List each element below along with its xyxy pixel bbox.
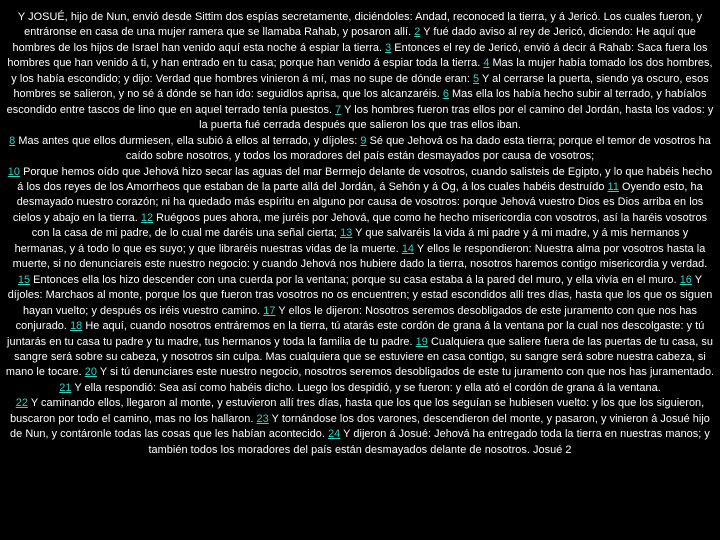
verse-number-link[interactable]: 20 bbox=[84, 366, 97, 379]
verse-text: Y díjoles: Marchaos al monte, porque los que fueron tras vosotros no os encuentren; y estad escondidos allí tres días, hasta que los que os siguen hayan vuelto; y después os iréis vuestro camino. bbox=[7, 273, 713, 317]
verse-text: Y tornándose los dos varones, descendieron del monte, y pasaron, y vinieron á Josué hijo de Nun, y contáronle todas las cosas que les habían acontecido. bbox=[10, 412, 710, 441]
verse-20 bbox=[85, 366, 714, 378]
verse-text: Y los hombres fueron tras ellos por el camino del Jordán, hasta los vados: y la puerta fué cerrada después que salieron los que tras ellos iban. bbox=[199, 103, 714, 132]
verse-8 bbox=[9, 135, 360, 147]
verse-text: Ruégoos pues ahora, me juréis por Jehová, que como he hecho misericordia con vosotros, así la haréis vosotros con la casa de mi padre, de lo cual me daréis una señal cierta; bbox=[31, 211, 708, 240]
verse-number-link[interactable]: 18 bbox=[70, 320, 83, 333]
verse-number-link[interactable]: 11 bbox=[607, 180, 619, 193]
verse-text: He aquí, cuando nosotros entráremos en la tierra, tú atarás este cordón de grana á la ventana por la cual nos descolgaste: y tú juntarás en tu casa tu padre y tu madre, tus hermanos y toda la familia de tu padre. bbox=[7, 320, 705, 348]
verse-number-link[interactable]: 7 bbox=[335, 103, 342, 116]
verse-text: Cualquiera que saliere fuera de las puertas de tu casa, su sangre será sobre su cabeza, y nosotros sin culpa. Mas cualquiera que se estuviere en casa contigo, su sangre será sobre nuestra cabeza, si mano le tocare. bbox=[5, 335, 713, 379]
verse-text: Y ellos le respondieron: Nuestra alma por vosotros hasta la muerte, si no denunciareis este nuestro negocio: y cuando Jehová nos hubiere dado la tierra, nosotros haremos contigo misericordia y verdad. bbox=[12, 242, 708, 271]
verse-number-link[interactable]: 5 bbox=[472, 72, 480, 85]
verse-number-link[interactable]: 13 bbox=[340, 227, 353, 240]
verse-text: Oyendo esto, ha desmayado nuestro corazón; ni ha quedado más espíritu en alguno por causa de vosotros: porque Jehová vuestro Dios es Dios arriba en los cielos y abajo en la tierra. bbox=[12, 180, 704, 224]
verse-number-link[interactable]: 6 bbox=[442, 88, 449, 101]
scripture-passage bbox=[5, 10, 715, 458]
verse-text: Y ellos le dijeron: Nosotros seremos desobligados de este juramento con que nos has conjurado. bbox=[15, 304, 698, 333]
verse-number-link[interactable]: 22 bbox=[15, 397, 28, 410]
verse-text: Entonces ella los hizo descender con una cuerda por la ventana; porque su casa estaba á la pared del muro, y ella vivía en el muro. bbox=[30, 273, 680, 286]
verse-15 bbox=[18, 274, 680, 286]
verse-number-link[interactable]: 15 bbox=[17, 273, 31, 286]
verse-number-link[interactable]: 9 bbox=[360, 134, 367, 147]
verse-text: Y que salvaréis la vida á mi padre y á mi madre, y á mis hermanos y hermanas, y á todo lo que es suyo; y que libraréis nuestras vidas de la muerte. bbox=[14, 227, 689, 255]
verse-number-link[interactable]: 8 bbox=[9, 134, 16, 147]
verse-number-link[interactable]: 19 bbox=[415, 335, 428, 348]
verse-number-link[interactable]: 17 bbox=[263, 304, 276, 317]
verse-number-link[interactable]: 2 bbox=[414, 26, 421, 39]
verse-number-link[interactable]: 23 bbox=[256, 412, 269, 425]
verse-text: Y ella respondió: Sea así como habéis dicho. Luego los despidió, y se fueron: y ella ató el cordón de grana á la ventana. bbox=[71, 381, 661, 394]
verse-number-link[interactable]: 10 bbox=[7, 165, 21, 178]
chapter-reference: Josué 2 bbox=[533, 443, 572, 456]
verse-number-link[interactable]: 12 bbox=[140, 211, 154, 224]
verse-text: Y dijeron á Josué: Jehová ha entregado toda la tierra en nuestras manos; y también todos los moradores del país están desmayados delante de nosotros. bbox=[148, 428, 710, 456]
verse-number-link[interactable]: 24 bbox=[328, 428, 341, 441]
verse-number-link[interactable]: 3 bbox=[385, 41, 392, 54]
verse-text: Y si tú denunciares este nuestro negocio, nosotros seremos desobligados de este tu juramento con que nos has juramentado. bbox=[96, 366, 715, 379]
verse-text: Y caminando ellos, llegaron al monte, y estuvieron allí tres días, hasta que los que los seguían se hubiesen vuelto: y los que los siguieron, buscaron por todo el camino, mas no los hallaron. bbox=[10, 397, 705, 425]
verse-text: Entonces el rey de Jericó, envió á decir á Rahab: Saca fuera los hombres que han venido á ti, y han entrado en tu casa; porque han venido á espiar toda la tierra. bbox=[7, 41, 708, 70]
verse-text: Sé que Jehová os ha dado esta tierra; porque el temor de vosotros ha caído sobre nosotros, y todos los moradores del país están desmayados por causa de vosotros; bbox=[125, 134, 711, 163]
verse-text: Y fué dado aviso al rey de Jericó, diciendo: He aquí que hombres de los hijos de Israel han venido aquí esta noche á espiar la tierra. bbox=[12, 26, 696, 54]
verse-text: Y JOSUÉ, hijo de Nun, envió desde Sittim dos espías secretamente, diciéndoles: Andad, reconoced la tierra, y á Jericó. Los cuales fueron, y entráronse en casa de una mujer ramera que se llamaba Rahab, y posaron allí. bbox=[17, 11, 703, 39]
verse-number-link[interactable]: 4 bbox=[483, 57, 490, 70]
verse-text: Mas la mujer había tomado los dos hombres, y los había escondido; y dijo: Verdad que hombres vinieron á mí, mas no supe de dónde eran: bbox=[11, 57, 713, 85]
verse-10 bbox=[8, 166, 712, 193]
verse-text: Mas ella los había hecho subir al terrado, y habíalos escondido entre tascos de lino que en aquel terrado tenía puestos. bbox=[6, 88, 707, 116]
verse-21 bbox=[59, 382, 661, 394]
verse-text: Mas antes que ellos durmiesen, ella subió á ellos al terrado, y díjoles: bbox=[15, 134, 361, 147]
verse-number-link[interactable]: 16 bbox=[679, 273, 692, 286]
verse-text: Porque hemos oído que Jehová hizo secar las aguas del mar Bermejo delante de vosotros, cuando salisteis de Egipto, y lo que habéis hecho á los dos reyes de los Amorrheos que estaban de la parte allá del Jordán, á Sehón y á Og, á los cuales habéis destruído bbox=[17, 165, 713, 193]
verse-number-link[interactable]: 21 bbox=[59, 381, 72, 394]
verse-number-link[interactable]: 14 bbox=[401, 242, 415, 255]
verse-text: Y al cerrarse la puerta, siendo ya oscuro, esos hombres se salieron, y no sé á dónde se han ido: seguidlos aprisa, que los alcanzaréis. bbox=[13, 72, 709, 101]
